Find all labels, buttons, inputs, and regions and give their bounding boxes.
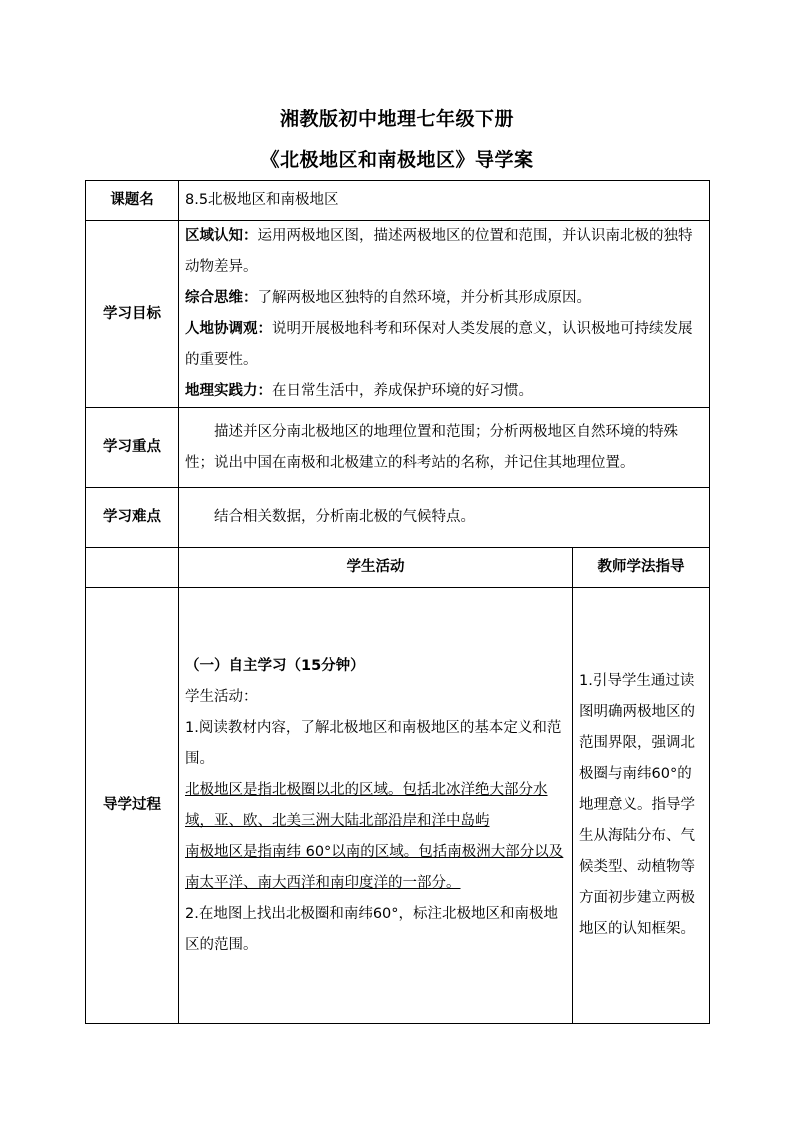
- lesson-plan-table: [85, 180, 710, 1024]
- table-row-goals: [86, 221, 710, 408]
- key-points-label: 学习重点: [86, 408, 179, 488]
- table-row-difficulties: [86, 488, 710, 548]
- activity-line: 1.阅读教材内容，了解北极地区和南极地区的基本定义和范围。: [185, 719, 562, 767]
- south-pole-definition: 南极地区是指南纬 60°以南的区域。包括南极洲大部分以及南太平洋、南大西洋和南印度洋的一部分。: [185, 843, 564, 891]
- process-label: 导学过程: [86, 588, 179, 1024]
- goal-item: 综合思维：了解两极地区独特的自然环境，并分析其形成原因。: [185, 290, 591, 306]
- key-points-content: 描述并区分南北极地区的地理位置和范围；分析两极地区自然环境的特殊性；说出中国在南极和北极建立的科考站的名称，并记住其地理位置。: [179, 408, 710, 488]
- document-subtitle: 《北极地区和南极地区》导学案: [260, 149, 534, 171]
- table-row-key-points: [86, 408, 710, 488]
- topic-value: 8.5北极地区和南极地区: [179, 181, 710, 221]
- table-row-column-headers: [86, 548, 710, 588]
- difficulties-label: 学习难点: [86, 488, 179, 548]
- activity-line: 学生活动：: [185, 688, 258, 705]
- goal-item: 地理实践力：在日常生活中，养成保护环境的好习惯。: [185, 383, 533, 399]
- document-title: 湘教版初中地理七年级下册: [279, 108, 514, 130]
- activity-line: 2.在地图上找出北极圈和南纬60°，标注北极地区和南极地区的范围。: [185, 905, 559, 953]
- north-pole-definition: 北极地区是指北极圈以北的区域。包括北冰洋绝大部分水域，亚、欧、北美三洲大陆北部沿岸和洋中岛屿: [185, 781, 548, 829]
- student-activity-header: 学生活动: [179, 548, 573, 588]
- topic-label: 课题名: [86, 181, 179, 221]
- section-title: （一）自主学习（15分钟）: [185, 657, 365, 674]
- goals-label: 学习目标: [86, 221, 179, 408]
- table-row-topic: [86, 181, 710, 221]
- goal-item: 人地协调观：说明开展极地科考和环保对人类发展的意义，认识极地可持续发展的重要性。: [185, 321, 693, 368]
- empty-cell: [86, 548, 179, 588]
- teacher-guidance-header: 教师学法指导: [573, 548, 710, 588]
- goals-content: [179, 221, 710, 408]
- table-row-process: [86, 588, 710, 1024]
- difficulties-content: 结合相关数据，分析南北极的气候特点。: [179, 488, 710, 548]
- goal-item: 区域认知：运用两极地区图，描述两极地区的位置和范围，并认识南北极的独特动物差异。: [185, 228, 693, 275]
- teacher-guidance-content: 1.引导学生通过读图明确两极地区的范围界限，强调北极圈与南纬60°的地理意义。指导学生从海陆分布、气候类型、动植物等方面初步建立两极地区的认知框架。: [573, 588, 710, 1024]
- student-activity-content: [179, 588, 573, 1024]
